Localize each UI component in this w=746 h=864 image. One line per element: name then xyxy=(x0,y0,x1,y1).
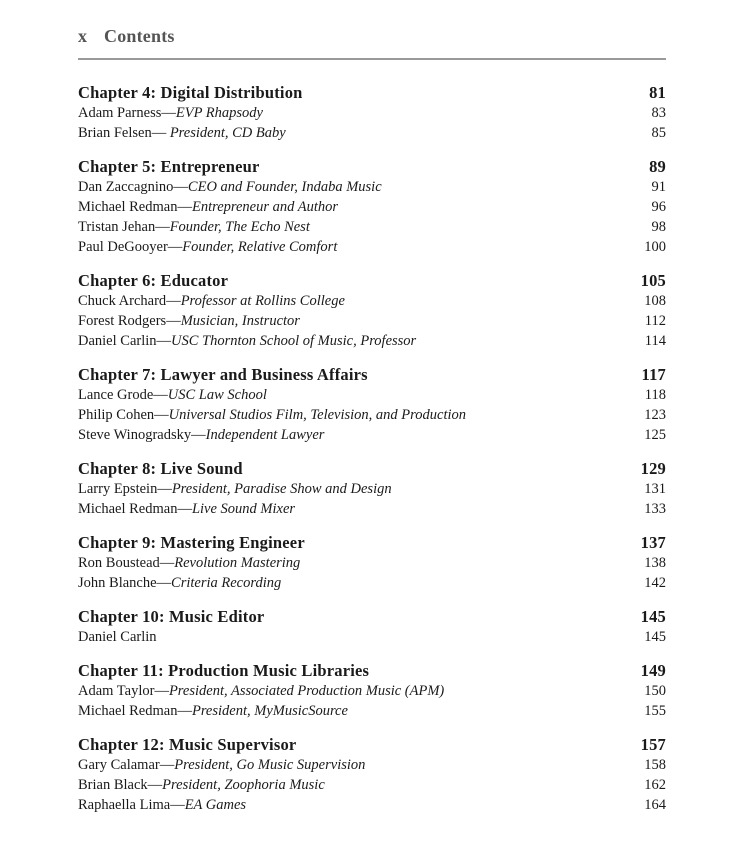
entry-text xyxy=(78,425,324,445)
entry-text xyxy=(78,103,263,123)
entry-page-number: 142 xyxy=(644,575,666,591)
contents-page xyxy=(78,24,666,828)
entry-dash: — xyxy=(191,427,206,443)
entry-dash: — xyxy=(159,757,175,773)
entry-name: Brian Black xyxy=(78,777,148,793)
entry-name: Daniel Carlin xyxy=(78,629,157,645)
entry-role: USC Thornton School of Music, Professor xyxy=(171,333,417,349)
entry-name: Lance Grode xyxy=(78,387,154,403)
entry-dash: — xyxy=(177,703,192,719)
chapter-section xyxy=(78,156,666,257)
entry-dash: — xyxy=(156,575,172,591)
entry-text xyxy=(78,123,286,143)
entry-text xyxy=(78,217,310,237)
entry-page-number: 112 xyxy=(644,313,666,329)
entry-name: Steve Winogradsky xyxy=(78,427,192,443)
chapter-heading xyxy=(78,82,666,103)
entry-text xyxy=(78,197,338,217)
toc-entry xyxy=(78,385,666,405)
chapter-page-number: 117 xyxy=(641,365,666,384)
entry-name: Michael Redman xyxy=(78,199,178,215)
chapter-heading xyxy=(78,364,666,385)
entry-page-number: 83 xyxy=(651,105,666,121)
chapter-heading xyxy=(78,532,666,553)
entry-dash: — xyxy=(154,407,169,423)
entry-name: Brian Felsen xyxy=(78,125,152,141)
chapter-page-number: 145 xyxy=(640,607,666,626)
entry-page-number: 98 xyxy=(651,219,666,235)
entry-role: Founder, The Echo Nest xyxy=(169,219,310,235)
entry-name: John Blanche xyxy=(78,575,157,591)
entry-role: Founder, Relative Comfort xyxy=(182,239,338,255)
entry-role: USC Law School xyxy=(167,387,267,403)
entry-name: Gary Calamar xyxy=(78,757,160,773)
entry-text xyxy=(78,627,157,647)
entry-text xyxy=(78,775,325,795)
entry-text xyxy=(78,311,300,331)
entry-dash: — xyxy=(154,683,169,699)
toc-entry xyxy=(78,681,666,701)
entry-text xyxy=(78,701,348,721)
entry-text xyxy=(78,405,466,425)
entry-text xyxy=(78,573,281,593)
chapter-heading xyxy=(78,606,666,627)
chapter-page-number: 129 xyxy=(640,459,666,478)
entry-page-number: 145 xyxy=(644,629,666,645)
chapter-page-number: 89 xyxy=(649,157,666,176)
toc-entry xyxy=(78,573,666,593)
entry-page-number: 133 xyxy=(644,501,666,517)
toc-entry xyxy=(78,755,666,775)
toc-entry xyxy=(78,311,666,331)
chapter-section xyxy=(78,734,666,815)
entry-text xyxy=(78,795,246,815)
entry-page-number: 150 xyxy=(644,683,666,699)
chapter-section xyxy=(78,660,666,721)
chapter-title: Chapter 7: Lawyer and Business Affairs xyxy=(78,365,368,384)
entry-page-number: 91 xyxy=(651,179,666,195)
chapter-title: Chapter 11: Production Music Libraries xyxy=(78,661,370,680)
entry-text xyxy=(78,553,300,573)
entry-role: Entrepreneur and Author xyxy=(191,199,339,215)
table-of-contents xyxy=(78,82,666,815)
entry-dash: — xyxy=(161,105,176,121)
entry-page-number: 162 xyxy=(644,777,666,793)
entry-role: Professor at Rollins College xyxy=(180,293,345,309)
page-number: x xyxy=(78,26,88,46)
entry-role: Criteria Recording xyxy=(171,575,282,591)
chapter-page-number: 81 xyxy=(649,83,666,102)
entry-dash: — xyxy=(177,501,192,517)
toc-entry xyxy=(78,237,666,257)
entry-name: Adam Parness xyxy=(78,105,162,121)
entry-page-number: 100 xyxy=(644,239,666,255)
chapter-page-number: 137 xyxy=(640,533,666,552)
entry-text xyxy=(78,499,295,519)
entry-dash: — xyxy=(173,179,188,195)
entry-name: Dan Zaccagnino xyxy=(78,179,174,195)
chapter-page-number: 149 xyxy=(640,661,666,680)
chapter-section xyxy=(78,82,666,143)
entry-dash: — xyxy=(167,239,183,255)
chapter-heading xyxy=(78,270,666,291)
entry-role: President, Go Music Supervision xyxy=(174,757,366,773)
entry-page-number: 96 xyxy=(651,199,666,215)
entry-name: Ron Boustead xyxy=(78,555,160,571)
chapter-heading xyxy=(78,156,666,177)
toc-entry xyxy=(78,123,666,143)
chapter-section xyxy=(78,606,666,647)
toc-entry xyxy=(78,775,666,795)
entry-text xyxy=(78,331,416,351)
entry-text xyxy=(78,237,337,257)
toc-entry xyxy=(78,103,666,123)
toc-entry xyxy=(78,479,666,499)
chapter-title: Chapter 8: Live Sound xyxy=(78,459,243,478)
chapter-title: Chapter 10: Music Editor xyxy=(78,607,265,626)
toc-entry xyxy=(78,627,666,647)
chapter-section xyxy=(78,364,666,445)
entry-dash: — xyxy=(166,313,181,329)
entry-name: Michael Redman xyxy=(78,501,178,517)
entry-dash: — xyxy=(155,219,170,235)
chapter-heading xyxy=(78,660,666,681)
entry-role: President, Paradise Show and Design xyxy=(171,481,392,497)
entry-text xyxy=(78,291,345,311)
entry-dash: — xyxy=(166,293,181,309)
entry-role: EA Games xyxy=(184,797,247,813)
running-head xyxy=(78,24,666,60)
toc-entry xyxy=(78,425,666,445)
toc-entry xyxy=(78,217,666,237)
entry-page-number: 131 xyxy=(644,481,666,497)
entry-role: Independent Lawyer xyxy=(205,427,325,443)
toc-entry xyxy=(78,291,666,311)
chapter-heading xyxy=(78,458,666,479)
entry-page-number: 155 xyxy=(644,703,666,719)
toc-entry xyxy=(78,405,666,425)
chapter-section xyxy=(78,458,666,519)
entry-role: President, Associated Production Music (APM) xyxy=(168,683,445,699)
entry-dash: — xyxy=(151,125,170,141)
entry-name: Philip Cohen xyxy=(78,407,155,423)
entry-name: Raphaella Lima xyxy=(78,797,171,813)
entry-dash: — xyxy=(170,797,185,813)
chapter-heading xyxy=(78,734,666,755)
toc-entry xyxy=(78,197,666,217)
chapter-section xyxy=(78,532,666,593)
entry-page-number: 164 xyxy=(644,797,666,813)
entry-role: EVP Rhapsody xyxy=(175,105,263,121)
entry-dash: — xyxy=(159,555,175,571)
entry-role: Universal Studios Film, Television, and Production xyxy=(168,407,467,423)
entry-name: Paul DeGooyer xyxy=(78,239,168,255)
entry-name: Daniel Carlin xyxy=(78,333,157,349)
entry-text xyxy=(78,755,365,775)
toc-entry xyxy=(78,553,666,573)
entry-name: Forest Rodgers xyxy=(78,313,167,329)
toc-entry xyxy=(78,177,666,197)
entry-role: President, Zoophoria Music xyxy=(162,777,325,793)
entry-name: Chuck Archard xyxy=(78,293,167,309)
chapter-title: Chapter 4: Digital Distribution xyxy=(78,83,303,102)
chapter-page-number: 105 xyxy=(640,271,666,290)
entry-page-number: 118 xyxy=(644,387,666,403)
chapter-page-number: 157 xyxy=(640,735,666,754)
entry-role: Musician, Instructor xyxy=(180,313,300,329)
entry-page-number: 158 xyxy=(644,757,666,773)
toc-entry xyxy=(78,795,666,815)
entry-text xyxy=(78,479,392,499)
entry-name: Adam Taylor xyxy=(78,683,155,699)
page-title: Contents xyxy=(104,26,175,46)
entry-role: President, MyMusicSource xyxy=(191,703,348,719)
entry-dash: — xyxy=(177,199,192,215)
entry-dash: — xyxy=(156,333,172,349)
entry-page-number: 85 xyxy=(651,125,666,141)
entry-page-number: 125 xyxy=(644,427,666,443)
entry-text xyxy=(78,681,444,701)
entry-name: Michael Redman xyxy=(78,703,178,719)
chapter-title: Chapter 9: Mastering Engineer xyxy=(78,533,305,552)
entry-role: Revolution Mastering xyxy=(174,555,301,571)
chapter-title: Chapter 5: Entrepreneur xyxy=(78,157,260,176)
toc-entry xyxy=(78,499,666,519)
entry-text xyxy=(78,385,267,405)
toc-entry xyxy=(78,701,666,721)
entry-page-number: 123 xyxy=(644,407,666,423)
entry-role: CEO and Founder, Indaba Music xyxy=(187,179,382,195)
toc-entry xyxy=(78,331,666,351)
entry-name: Tristan Jehan xyxy=(78,219,156,235)
entry-dash: — xyxy=(157,481,172,497)
entry-page-number: 108 xyxy=(644,293,666,309)
entry-role: President, CD Baby xyxy=(169,125,286,141)
entry-dash: — xyxy=(147,777,163,793)
chapter-section xyxy=(78,270,666,351)
entry-role: Live Sound Mixer xyxy=(191,501,296,517)
entry-name: Larry Epstein xyxy=(78,481,158,497)
chapter-title: Chapter 12: Music Supervisor xyxy=(78,735,297,754)
entry-page-number: 114 xyxy=(644,333,666,349)
entry-text xyxy=(78,177,382,197)
entry-dash: — xyxy=(153,387,168,403)
entry-page-number: 138 xyxy=(644,555,666,571)
chapter-title: Chapter 6: Educator xyxy=(78,271,229,290)
